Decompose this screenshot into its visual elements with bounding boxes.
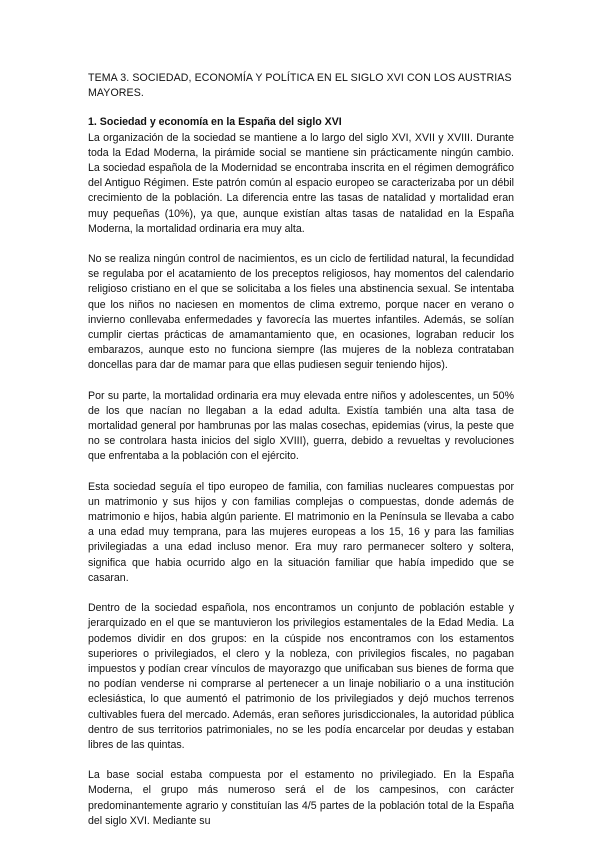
paragraph-4: Esta sociedad seguía el tipo europeo de familia, con familias nucleares compuestas por un matrimonio y sus hijos y con familias complejas o compuestas, donde además de matrimonio e hijos, habia algún pariente. El matrimonio en la Península se llevaba a cabo a una edad muy temprana, para las mujeres europeas a los 15, 16 y para las familias privilegiadas a una edad incluso menor. Era muy raro permanecer soltero y soltera, significa que habia ocurrido algo en la situación familiar que había impedido que se casaran. — [88, 480, 514, 584]
paragraph-5: Dentro de la sociedad española, nos encontramos un conjunto de población estable y jerarquizado en el que se mantuvieron los privilegios estamentales de la Edad Media. La podemos dividir en dos grupos: en la cúspide nos encontramos con los estamentos superiores o privilegiados, el clero y la nobleza, con privilegios fiscales, no pagaban impuestos y podían crear vínculos de mayorazgo que unificaban sus bienes de forma que no podían venderse ni comprarse al pertenecer a un linaje nobiliario o a una institución eclesiástica, lo que aumentó el patrimonio de los privilegiados y dejó muchos terrenos cultivables fuera del mercado. Además, eran señores jurisdiccionales, la autoridad pública dentro de sus territorios patrimoniales, no se les podía encarcelar por deudas y estaban libres de las quintas. — [88, 602, 514, 751]
paragraph-3: Por su parte, la mortalidad ordinaria era muy elevada entre niños y adolescentes, un 50% de los que nacían no llegaban a la edad adulta. Existía también una alta tasa de mortalidad general por hambrunas por las malas cosechas, epidemias (virus, la peste que no se controlara hasta inicios del siglo XVIII), guerra, debido a revueltas y revoluciones que enfrentaba a la población con el ejército. — [88, 389, 514, 463]
section-heading: 1. Sociedad y economía en la España del siglo XVI — [88, 116, 342, 129]
paragraph-1: La organización de la sociedad se mantiene a lo largo del siglo XVI, XVII y XVIII. Durante toda la Edad Moderna, la pirámide social se mantiene sin prácticamente ningún cambio. La sociedad española de la Modernidad se encontraba inscrita en el régimen demográfico del Antiguo Régimen. Este patrón común al espacio europeo se caracterizaba por un débil crecimiento de la población. La diferencia entre las tasas de natalidad y mortalidad eran muy pequeñas (10%), ya que, aunque existían altas tasas de natalidad en la España Moderna, la mortalidad ordinaria era muy alta. — [88, 131, 514, 235]
paragraph-6: La base social estaba compuesta por el estamento no privilegiado. En la España Moderna, el grupo más numeroso será el de los campesinos, con carácter predominantemente agrario y constituían las 4/5 partes de la población total de la España del siglo XVI. Mediante su — [88, 769, 514, 827]
document-title: TEMA 3. SOCIEDAD, ECONOMÍA Y POLÍTICA EN EL SIGLO XVI CON LOS AUSTRIAS MAYORES. — [88, 72, 512, 100]
paragraph-2: No se realiza ningún control de nacimientos, es un ciclo de fertilidad natural, la fecundidad se regulaba por el acatamiento de los preceptos religiosos, hay momentos del calendario religioso cristiano en el que se solicitaba a los fieles una abstinencia sexual. Se intentaba que los niños no naciesen en momentos de clima extremo, porque nacer en verano o invierno conllevaba enfermedades y favorecía las muertes infantiles. Además, se solían cumplir ciertas prácticas de amamantamiento que, en ocasiones, lograban reducir los embarazos, aunque esto no funciona siempre (las mujeres de la nobleza contrataban doncellas para dar de mamar para que ellas pudiesen seguir teniendo hijos). — [88, 253, 514, 372]
